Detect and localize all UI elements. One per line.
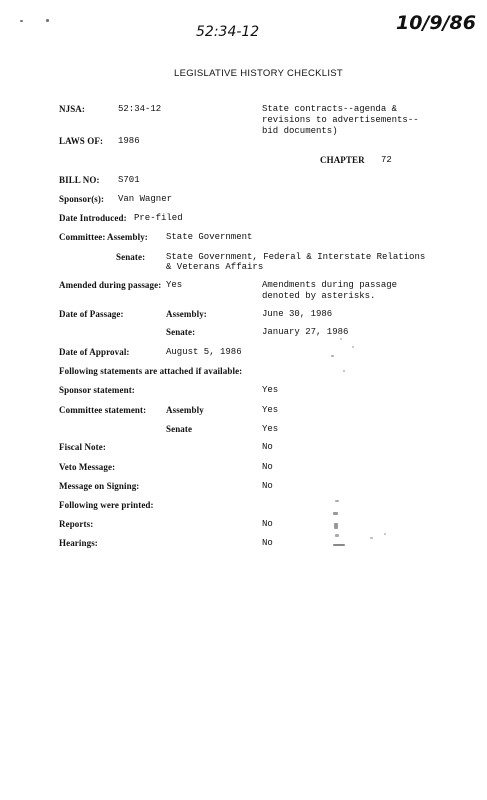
date-of-passage-label: Date of Passage:: [59, 309, 124, 319]
date-of-approval-label: Date of Approval:: [59, 347, 130, 357]
sponsor-value: Van Wagner: [118, 194, 173, 204]
reports-value: No: [262, 519, 273, 529]
scan-artifact: [352, 346, 354, 348]
message-on-signing-label: Message on Signing:: [59, 481, 140, 491]
handwritten-date: 10/9/86: [396, 12, 476, 34]
hearings-value: No: [262, 538, 273, 548]
committee-statement-label: Committee statement:: [59, 405, 147, 415]
laws-of-label: LAWS OF:: [59, 136, 104, 146]
sponsor-label: Sponsor(s):: [59, 194, 105, 204]
fiscal-note-value: No: [262, 442, 273, 452]
scan-artifact: [370, 537, 373, 539]
chapter-value: 72: [381, 155, 392, 165]
reports-label: Reports:: [59, 519, 94, 529]
njsa-value: 52:34-12: [118, 104, 162, 114]
following-printed-heading: Following were printed:: [59, 500, 154, 510]
scan-artifact: [334, 523, 338, 529]
laws-of-value: 1986: [118, 136, 140, 146]
committee-label: Committee:: [59, 232, 106, 242]
amended-label: Amended during passage:: [59, 280, 162, 290]
scan-artifact: [335, 500, 339, 502]
passage-senate-value: January 27, 1986: [262, 327, 349, 337]
message-on-signing-value: No: [262, 481, 273, 491]
scan-speck: [20, 20, 23, 22]
veto-message-label: Veto Message:: [59, 462, 116, 472]
sponsor-statement-label: Sponsor statement:: [59, 385, 135, 395]
scan-artifact: [343, 370, 345, 372]
date-of-approval-value: August 5, 1986: [166, 347, 242, 357]
chapter-label: CHAPTER: [320, 155, 365, 165]
passage-assembly-value: June 30, 1986: [262, 309, 333, 319]
passage-assembly-label: Assembly:: [166, 309, 207, 319]
following-attached-heading: Following statements are attached if available:: [59, 366, 243, 376]
scan-speck: [46, 19, 49, 22]
amended-note: Amendments during passage denoted by asterisks.: [262, 280, 398, 301]
scan-artifact: [331, 355, 334, 357]
bill-no-value: S701: [118, 175, 140, 185]
scan-artifact: [333, 544, 345, 546]
committee-assembly-value: State Government: [166, 232, 253, 242]
scan-artifact: [333, 512, 338, 515]
hearings-label: Hearings:: [59, 538, 98, 548]
committee-statement-senate-value: Yes: [262, 424, 279, 434]
njsa-label: NJSA:: [59, 104, 86, 114]
sponsor-statement-value: Yes: [262, 385, 279, 395]
date-introduced-label: Date Introduced:: [59, 213, 127, 223]
committee-statement-senate-label: Senate: [166, 424, 193, 434]
amended-value: Yes: [166, 280, 183, 290]
committee-statement-assembly-label: Assembly: [166, 405, 204, 415]
fiscal-note-label: Fiscal Note:: [59, 442, 106, 452]
passage-senate-label: Senate:: [166, 327, 196, 337]
committee-statement-assembly-value: Yes: [262, 405, 279, 415]
veto-message-value: No: [262, 462, 273, 472]
date-introduced-value: Pre-filed: [134, 213, 183, 223]
bill-no-label: BILL NO:: [59, 175, 100, 185]
page-title: LEGISLATIVE HISTORY CHECKLIST: [174, 68, 344, 79]
committee-assembly-label: Assembly:: [107, 232, 148, 242]
committee-senate-value: State Government, Federal & Interstate Relations & Veterans Affairs: [166, 252, 426, 272]
handwritten-number: 52:34-12: [196, 24, 260, 40]
njsa-description: State contracts--agenda & revisions to advertisements--bid documents): [262, 104, 419, 136]
scan-artifact: [335, 534, 339, 537]
scan-artifact: [340, 338, 342, 340]
scan-artifact: [384, 533, 386, 535]
committee-senate-label: Senate:: [116, 252, 146, 262]
